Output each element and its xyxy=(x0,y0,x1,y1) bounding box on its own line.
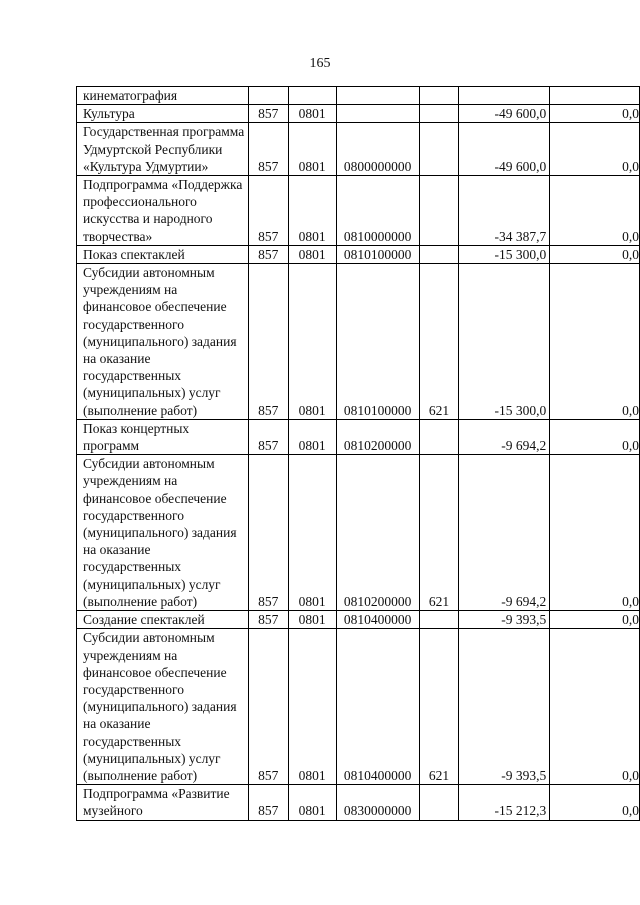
table-row xyxy=(77,245,640,263)
cell-vr: 621 xyxy=(419,455,459,611)
page-number: 165 xyxy=(309,56,331,71)
cell-vr xyxy=(419,785,459,820)
cell-rz: 0801 xyxy=(288,419,336,454)
cell-extra: 0,0 xyxy=(550,611,640,629)
cell-name: Культура xyxy=(77,105,249,123)
cell-amount: -49 600,0 xyxy=(459,123,550,176)
cell-extra: 0,0 xyxy=(550,264,640,420)
cell-name: Субсидии автономным учреждениям на финансовое обеспечение государственного (муниципального) задания на оказание государственных (муниципальных) услуг (выполнение работ) xyxy=(77,455,249,611)
cell-name: Создание спектаклей xyxy=(77,611,249,629)
cell-csr: 0810200000 xyxy=(336,455,419,611)
cell-csr: 0810400000 xyxy=(336,629,419,785)
cell-rz: 0801 xyxy=(288,105,336,123)
cell-name: кинематография xyxy=(77,87,249,105)
cell-grbs: 857 xyxy=(248,245,288,263)
cell-grbs: 857 xyxy=(248,785,288,820)
cell-grbs: 857 xyxy=(248,105,288,123)
cell-amount: -15 212,3 xyxy=(459,785,550,820)
cell-extra: 0,0 xyxy=(550,785,640,820)
cell-extra: 0,0 xyxy=(550,419,640,454)
table-row xyxy=(77,419,640,454)
cell-extra: 0,0 xyxy=(550,176,640,246)
cell-rz: 0801 xyxy=(288,123,336,176)
cell-vr: 621 xyxy=(419,264,459,420)
table-row xyxy=(77,123,640,176)
cell-grbs: 857 xyxy=(248,611,288,629)
cell-name: Субсидии автономным учреждениям на финансовое обеспечение государственного (муниципального) задания на оказание государственных (муниципальных) услуг (выполнение работ) xyxy=(77,629,249,785)
cell-name: Показ спектаклей xyxy=(77,245,249,263)
cell-csr: 0830000000 xyxy=(336,785,419,820)
cell-rz: 0801 xyxy=(288,176,336,246)
cell-rz xyxy=(288,87,336,105)
cell-csr xyxy=(336,87,419,105)
cell-grbs: 857 xyxy=(248,419,288,454)
cell-amount: -9 393,5 xyxy=(459,629,550,785)
cell-csr: 0810400000 xyxy=(336,611,419,629)
cell-amount: -15 300,0 xyxy=(459,245,550,263)
cell-vr xyxy=(419,611,459,629)
cell-name: Государственная программа Удмуртской Республики «Культура Удмуртии» xyxy=(77,123,249,176)
cell-csr: 0810000000 xyxy=(336,176,419,246)
cell-rz: 0801 xyxy=(288,785,336,820)
cell-vr xyxy=(419,87,459,105)
table-row xyxy=(77,105,640,123)
table-row xyxy=(77,629,640,785)
budget-table xyxy=(76,86,640,821)
cell-vr xyxy=(419,245,459,263)
cell-vr xyxy=(419,176,459,246)
cell-vr xyxy=(419,419,459,454)
table-row xyxy=(77,87,640,105)
cell-extra: 0,0 xyxy=(550,105,640,123)
table-row xyxy=(77,455,640,611)
table-row xyxy=(77,176,640,246)
table-body xyxy=(77,87,640,821)
cell-csr: 0810100000 xyxy=(336,245,419,263)
table-row xyxy=(77,785,640,820)
cell-name: Показ концертных программ xyxy=(77,419,249,454)
cell-rz: 0801 xyxy=(288,264,336,420)
cell-grbs: 857 xyxy=(248,455,288,611)
cell-amount: -9 694,2 xyxy=(459,419,550,454)
cell-extra: 0,0 xyxy=(550,245,640,263)
cell-grbs: 857 xyxy=(248,176,288,246)
cell-csr: 0800000000 xyxy=(336,123,419,176)
cell-amount xyxy=(459,87,550,105)
cell-extra: 0,0 xyxy=(550,629,640,785)
cell-rz: 0801 xyxy=(288,629,336,785)
cell-rz: 0801 xyxy=(288,245,336,263)
cell-grbs xyxy=(248,87,288,105)
cell-csr xyxy=(336,105,419,123)
cell-name: Субсидии автономным учреждениям на финансовое обеспечение государственного (муниципального) задания на оказание государственных (муниципальных) услуг (выполнение работ) xyxy=(77,264,249,420)
cell-amount: -15 300,0 xyxy=(459,264,550,420)
cell-extra: 0,0 xyxy=(550,455,640,611)
cell-amount: -9 694,2 xyxy=(459,455,550,611)
cell-extra: 0,0 xyxy=(550,123,640,176)
cell-grbs: 857 xyxy=(248,629,288,785)
cell-rz: 0801 xyxy=(288,611,336,629)
cell-rz: 0801 xyxy=(288,455,336,611)
cell-amount: -9 393,5 xyxy=(459,611,550,629)
cell-amount: -34 387,7 xyxy=(459,176,550,246)
cell-name: Подпрограмма «Развитие музейного xyxy=(77,785,249,820)
cell-grbs: 857 xyxy=(248,264,288,420)
cell-vr xyxy=(419,105,459,123)
cell-grbs: 857 xyxy=(248,123,288,176)
cell-vr xyxy=(419,123,459,176)
table-row xyxy=(77,264,640,420)
cell-vr: 621 xyxy=(419,629,459,785)
table-row xyxy=(77,611,640,629)
cell-extra xyxy=(550,87,640,105)
cell-name: Подпрограмма «Поддержка профессионального искусства и народного творчества» xyxy=(77,176,249,246)
cell-amount: -49 600,0 xyxy=(459,105,550,123)
cell-csr: 0810100000 xyxy=(336,264,419,420)
cell-csr: 0810200000 xyxy=(336,419,419,454)
